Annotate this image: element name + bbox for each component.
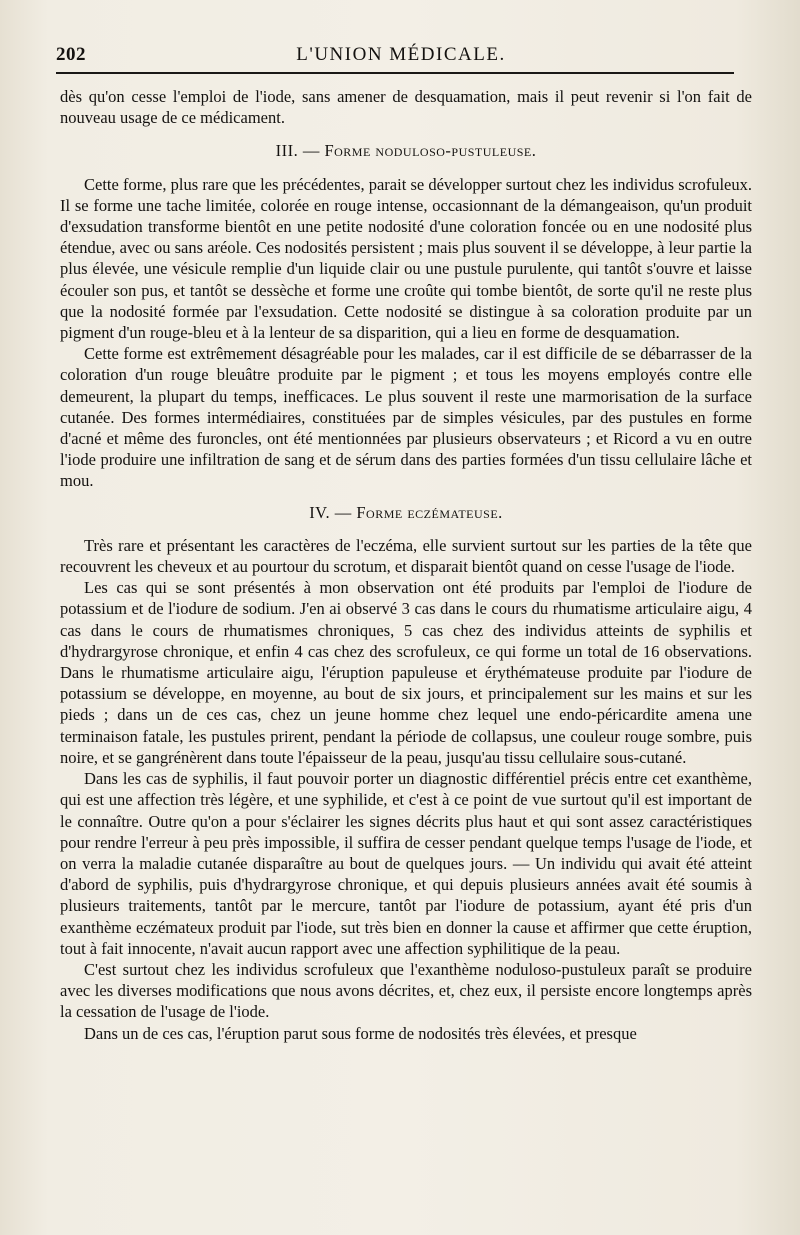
paragraph: Les cas qui se sont présentés à mon observation ont été produits par l'emploi de l'iodure de potassium et de l'iodure de sodium. J'en ai observé 3 cas dans le cours du rhumatisme articulaire aigu, 4 cas dans le cours de rhumatismes chroniques, 5 cas chez des individus atteints de syphilis et d'hydrargyrose chronique, et enfin 4 cas chez des scrofuleux, ce qui forme un total de 16 observations. Dans le rhumatisme articulaire aigu, l'éruption papuleuse et érythémateuse produite par l'iodure de potassium se développe, en moyenne, au bout de six jours, et principalement sur les mains et sur les pieds ; dans un de ces cas, chez un jeune homme chez lequel une endo-péricardite amena une terminaison fatale, les pustules prirent, pendant la période de collapsus, une couleur rouge sombre, puis noire, et se gangrénèrent dans toute l'épaisseur de la peau, jusqu'au tissu cellulaire sous-cutané. bbox=[60, 578, 752, 767]
section-title: Forme noduloso-pustuleuse. bbox=[324, 141, 537, 161]
section-heading-iv bbox=[60, 502, 752, 523]
paragraph: Dans les cas de syphilis, il faut pouvoir porter un diagnostic différentiel précis entre cet exanthème, qui est une affection très légère, et une syphilide, et c'est à ce point de vue surtout qu'il est important de le connaître. Outre qu'on a pour s'éclairer les signes décrits plus haut et qui sont assez caractéristiques pour rendre l'erreur à peu près impossible, il suffira de cesser pendant quelque temps l'usage de l'iode, et on verra la maladie cutanée disparaître au bout de quelques jours. — Un individu qui avait été atteint d'abord de syphilis, puis d'hydrargyrose chronique, et qui depuis plusieurs années avait été soumis à plusieurs traitements, tantôt par le mercure, tantôt par l'iodure de potassium, ayant été pris d'un exanthème eczémateux produit par l'iode, sut très bien en donner la cause et affirmer que cette éruption, tout à fait innocente, n'avait aucun rapport avec une affection syphilitique de la peau. bbox=[60, 769, 752, 958]
header-rule bbox=[56, 72, 734, 74]
section-number: IV. — bbox=[309, 502, 352, 522]
paragraph: dès qu'on cesse l'emploi de l'iode, sans amener de desquamation, mais il peut revenir si l'on fait de nouveau usage de ce médicament. bbox=[60, 87, 752, 128]
paragraph: Cette forme est extrêmement désagréable pour les malades, car il est difficile de se débarrasser de la coloration d'un rouge bleuâtre produite par le pigment ; et tous les moyens employés contre elle demeurent, la plupart du temps, inefficaces. Le plus souvent il reste une marmorisation de la surface cutanée. Des formes intermédiaires, constituées par de simples vésicules, par des pustules en forme d'acné et même des furoncles, ont été mentionnées par plusieurs observateurs ; et Ricord a vu en outre l'iode produire une infiltration de sang et de sérum dans des parties formées d'un tissu cellulaire lâche et mou. bbox=[60, 344, 752, 491]
body-text bbox=[60, 86, 752, 1044]
section-title: Forme eczémateuse. bbox=[356, 502, 503, 522]
paragraph: Très rare et présentant les caractères de l'eczéma, elle survient surtout sur les parties de la tête que recouvrent les cheveux et au pourtour du scrotum, et disparait bientôt quand on cesse l'usage de l'iode. bbox=[60, 535, 752, 577]
page-header bbox=[56, 44, 746, 70]
paragraph: C'est surtout chez les individus scrofuleux que l'exanthème noduloso-pustuleux paraît se produire avec les diverses modifications que nous avons décrites, et, chez eux, il persiste encore longtemps après la cessation de l'usage de l'iode. bbox=[60, 959, 752, 1022]
running-title: L'UNION MÉDICALE. bbox=[296, 44, 506, 65]
paragraph: Cette forme, plus rare que les précédentes, parait se développer surtout chez les individus scrofuleux. Il se forme une tache limitée, colorée en rouge intense, occasionnant de la démangeaison, qu'un produit d'exsudation transforme bientôt en une petite nodosité d'une coloration foncée ou en une nodosité plus étendue, avec ou sans aréole. Ces nodosités persistent ; mais plus souvent il se développe, à leur partie la plus élevée, une vésicule remplie d'un liquide clair ou une pustule purulente, qui tantôt s'ouvre et laisse écouler son pus, et tantôt se dessèche et forme une croûte qui tombe bientôt, de sorte qu'il ne reste plus que la nodosité formée par l'exsudation. Cette nodosité se distingue à sa coloration produite par un pigment d'un rouge-bleu et à la lenteur de sa disparition, qui a lieu en forme de desquamation. bbox=[60, 174, 752, 343]
section-number: III. — bbox=[275, 141, 320, 161]
section-heading-iii bbox=[60, 140, 752, 161]
page-number: 202 bbox=[56, 44, 86, 65]
paragraph: Dans un de ces cas, l'éruption parut sous forme de nodosités très élevées, et presque bbox=[84, 1023, 637, 1043]
